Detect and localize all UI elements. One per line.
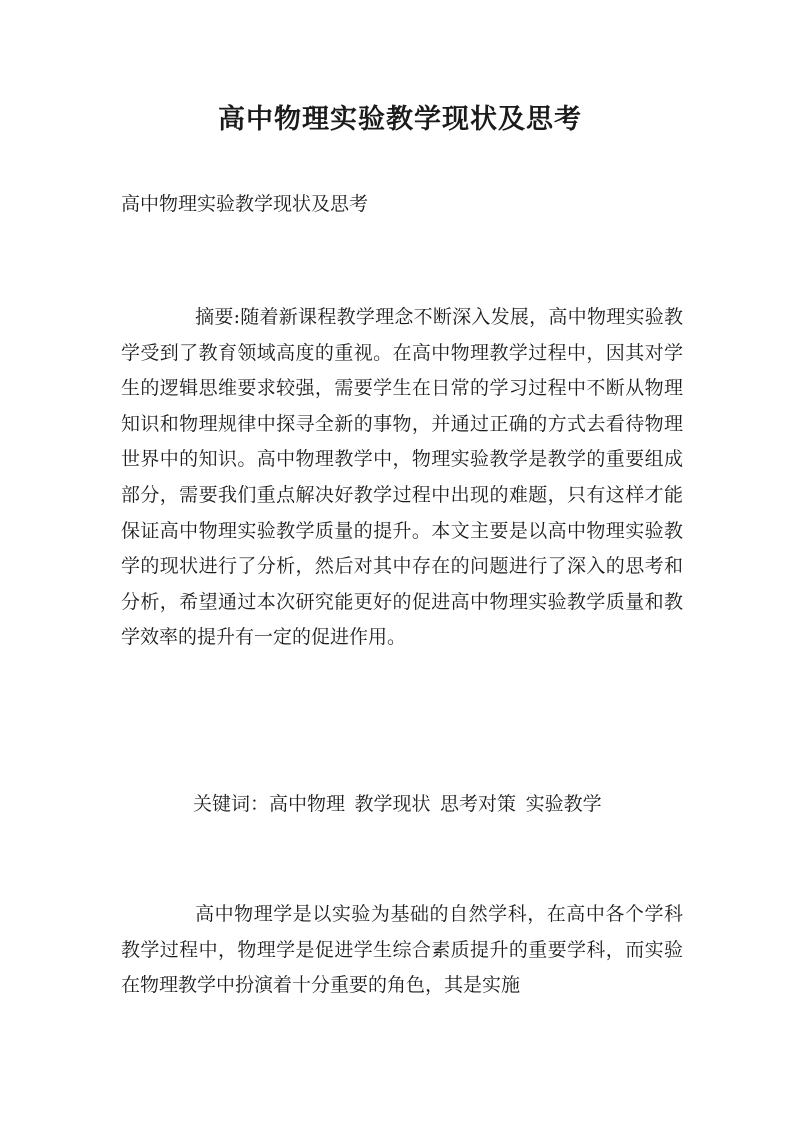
abstract-label: 摘要: bbox=[195, 306, 241, 328]
keyword-item: 高中物理 bbox=[269, 793, 346, 815]
abstract-paragraph bbox=[121, 300, 683, 656]
abstract-text: 随着新课程教学理念不断深入发展，高中物理实验教学受到了教育领域高度的重视。在高中物理教学过程中，因其对学生的逻辑思维要求较强，需要学生在日常的学习过程中不断从物理知识和物理规律中探寻全新的事物，并通过正确的方式去看待物理世界中的知识。高中物理教学中，物理实验教学是教学的重要组成部分，需要我们重点解决好教学过程中出现的难题，只有这样才能保证高中物理实验教学质量的提升。本文主要是以高中物理实验教学的现状进行了分析，然后对其中存在的问题进行了深入的思考和分析，希望通过本次研究能更好的促进高中物理实验教学质量和教学效率的提升有一定的促进作用。 bbox=[121, 306, 683, 649]
keyword-item: 实验教学 bbox=[525, 793, 602, 815]
document-subtitle: 高中物理实验教学现状及思考 bbox=[121, 193, 369, 215]
keywords-label: 关键词： bbox=[193, 793, 270, 815]
keyword-item: 思考对策 bbox=[440, 793, 517, 815]
document-title: 高中物理实验教学现状及思考 bbox=[218, 104, 582, 135]
keywords-line bbox=[193, 788, 602, 820]
keyword-item: 教学现状 bbox=[354, 793, 431, 815]
intro-paragraph: 高中物理学是以实验为基础的自然学科，在高中各个学科教学过程中，物理学是促进学生综合素质提升的重要学科，而实验在物理教学中扮演着十分重要的角色，其是实施 bbox=[121, 903, 683, 997]
